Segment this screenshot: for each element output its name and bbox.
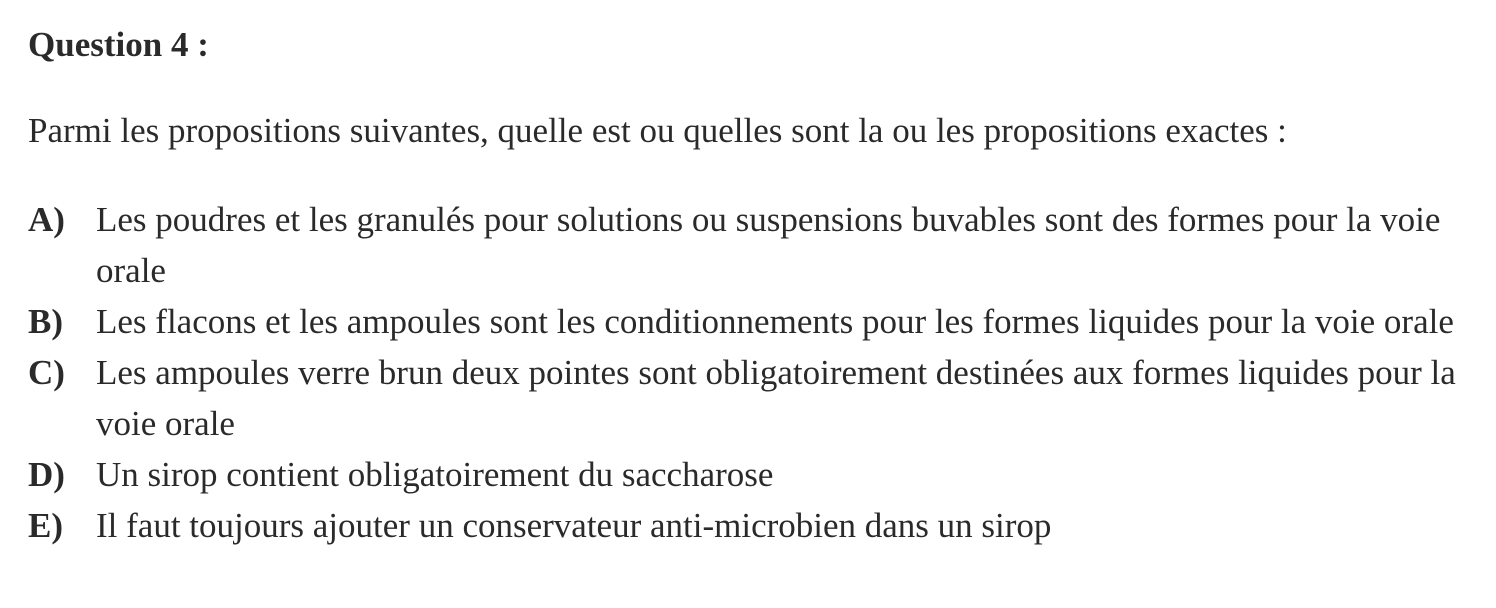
option-text: Un sirop contient obligatoirement du saccharose	[96, 455, 774, 494]
option-letter: B)	[28, 302, 63, 341]
option-c	[28, 347, 1478, 449]
option-letter: C)	[28, 353, 65, 392]
option-text: Les flacons et les ampoules sont les conditionnements pour les formes liquides pour la voie orale	[96, 302, 1454, 341]
option-b	[28, 296, 1478, 347]
question-prompt: Parmi les propositions suivantes, quelle est ou quelles sont la ou les propositions exactes :	[28, 111, 1287, 150]
option-text: Les ampoules verre brun deux pointes sont obligatoirement destinées aux formes liquides pour la voie orale	[96, 353, 1456, 443]
option-a	[28, 194, 1478, 296]
option-letter: A)	[28, 200, 65, 239]
question-title: Question 4 :	[28, 25, 209, 64]
option-letter: D)	[28, 455, 65, 494]
options-list	[28, 194, 1478, 551]
option-d	[28, 449, 1478, 500]
option-text: Il faut toujours ajouter un conservateur anti-microbien dans un sirop	[96, 506, 1052, 545]
option-e	[28, 500, 1478, 551]
option-text: Les poudres et les granulés pour solutions ou suspensions buvables sont des formes pour la voie orale	[96, 200, 1441, 290]
option-letter: E)	[28, 506, 63, 545]
